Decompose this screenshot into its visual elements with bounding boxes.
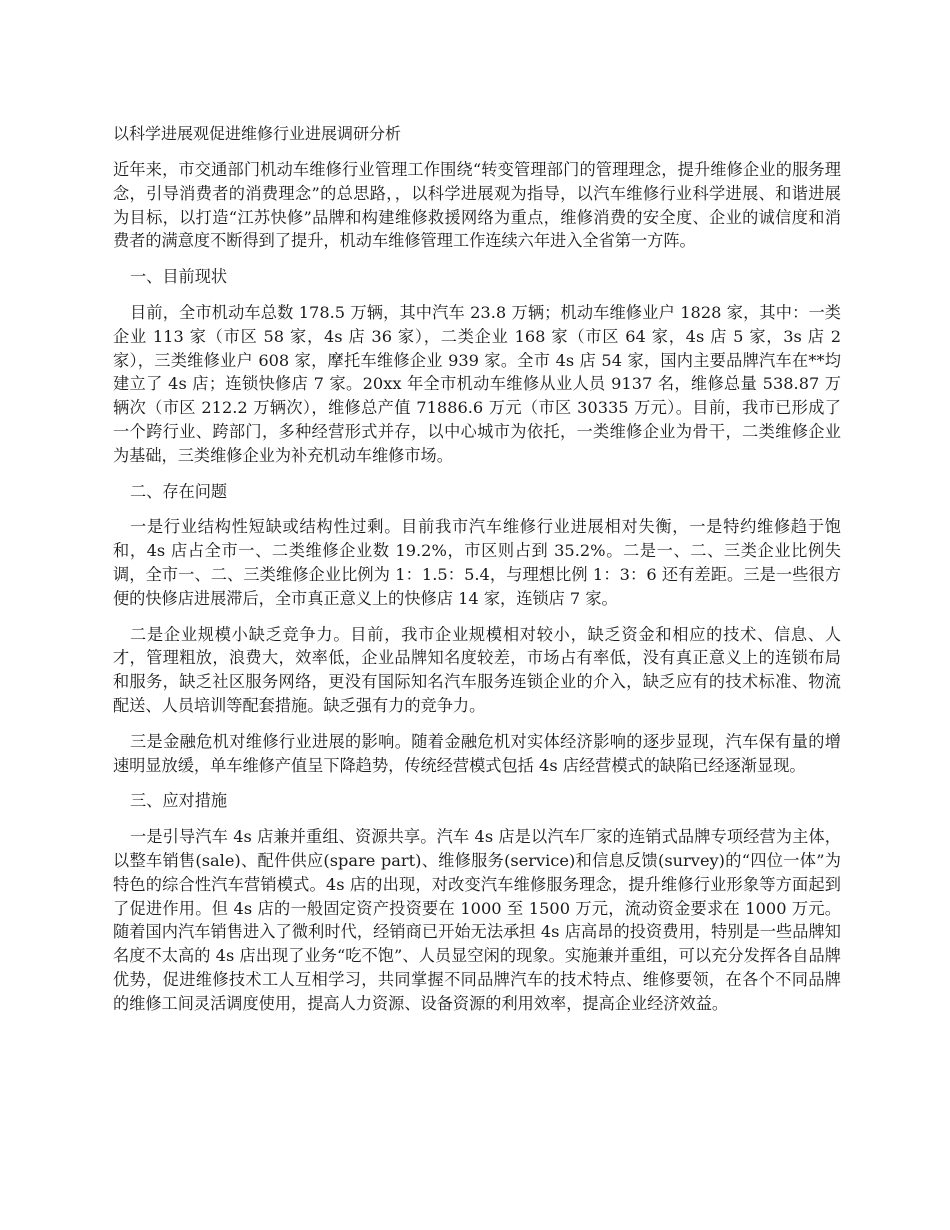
document-page (113, 122, 841, 1028)
document-title: 以科学进展观促进维修行业进展调研分析 (113, 124, 402, 143)
section-heading-problems: 二、存在问题 (130, 481, 228, 501)
current-status-paragraph: 目前，全市机动车总数 178.5 万辆，其中汽车 23.8 万辆；机动车维修业户 1828 家，其中：一类企业 113 家（市区 58 家，4s 店 36 家），二类企业 168 家（市区 64 家，4s 店 5 家，3s 店 2 家），三类维修业户 608 家，摩托车维修企业 939 家。全市 4s 店 54 家，国内主要品牌汽车在**均建立了 4s 店；连锁快修店 7 家。20xx 年全市机动车维修从业人员 9137 名，维修总量 538.87 万辆次（市区 212.2 万辆次），维修总产值 71886.6 万元（市区 30335 万元）。目前，我市已形成了一个跨行业、跨部门，多种经营形式并存，以中心城市为依托，一类维修企业为骨干，二类维修企业为基础，三类维修企业为补充机动车维修市场。 (113, 302, 841, 465)
intro-paragraph: 近年来，市交通部门机动车维修行业管理工作围绕“转变管理部门的管理理念，提升维修企业的服务理念，引导消费者的消费理念”的总思路，，以科学进展观为指导，以汽车维修行业科学进展、和谐进展为目标，以打造“江苏快修”品牌和构建维修救援网络为重点，维修消费的安全度、企业的诚信度和消费者的满意度不断得到了提升，机动车维修管理工作连续六年进入全省第一方阵。 (113, 160, 841, 251)
problems-paragraph-1: 一是行业结构性短缺或结构性过剩。目前我市汽车维修行业进展相对失衡，一是特约维修趋于饱和，4s 店占全市一、二类维修企业数 19.2%，市区则占到 35.2%。二是一、二、三类企业比例失调，全市一、二、三类维修企业比例为 1：1.5：5.4，与理想比例 1：3：6 还有差距。三是一些很方便的快修店进展滞后，全市真正意义上的快修店 14 家，连锁店 7 家。 (113, 517, 841, 608)
section-heading-measures: 三、应对措施 (130, 791, 228, 811)
section-heading-current-status: 一、目前现状 (130, 267, 228, 287)
problems-paragraph-3: 三是金融危机对维修行业进展的影响。随着金融危机对实体经济影响的逐步显现，汽车保有量的增速明显放缓，单车维修产值呈下降趋势，传统经营模式包括 4s 店经营模式的缺陷已经逐渐显现。 (113, 731, 841, 775)
measures-paragraph-1: 一是引导汽车 4s 店兼并重组、资源共享。汽车 4s 店是以汽车厂家的连销式品牌专项经营为主体，以整车销售(sale)、配件供应(spare part)、维修服务(service)和信息反馈(survey)的“四位一体”为特色的综合性汽车营销模式。4s 店的出现，对改变汽车维修服务理念，提升维修行业形象等方面起到了促进作用。但 4s 店的一般固定资产投资要在 1000 至 1500 万元，流动资金要求在 1000 万元。随着国内汽车销售进入了微利时代，经销商已开始无法承担 4s 店高昂的投资费用，特别是一些品牌知名度不太高的 4s 店出现了业务“吃不饱”、人员显空闲的现象。实施兼并重组，可以充分发挥各自品牌优势，促进维修技术工人互相学习，共同掌握不同品牌汽车的技术特点、维修要领，在各个不同品牌的维修工间灵活调度使用，提高人力资源、设备资源的利用效率，提高企业经济效益。 (113, 827, 841, 1013)
problems-paragraph-2: 二是企业规模小缺乏竞争力。目前，我市企业规模相对较小，缺乏资金和相应的技术、信息、人才，管理粗放，浪费大，效率低，企业品牌知名度较差，市场占有率低，没有真正意义上的连锁布局和服务，缺乏社区服务网络，更没有国际知名汽车服务连锁企业的介入，缺乏应有的技术标准、物流配送、人员培训等配套措施。缺乏强有力的竞争力。 (113, 624, 841, 715)
